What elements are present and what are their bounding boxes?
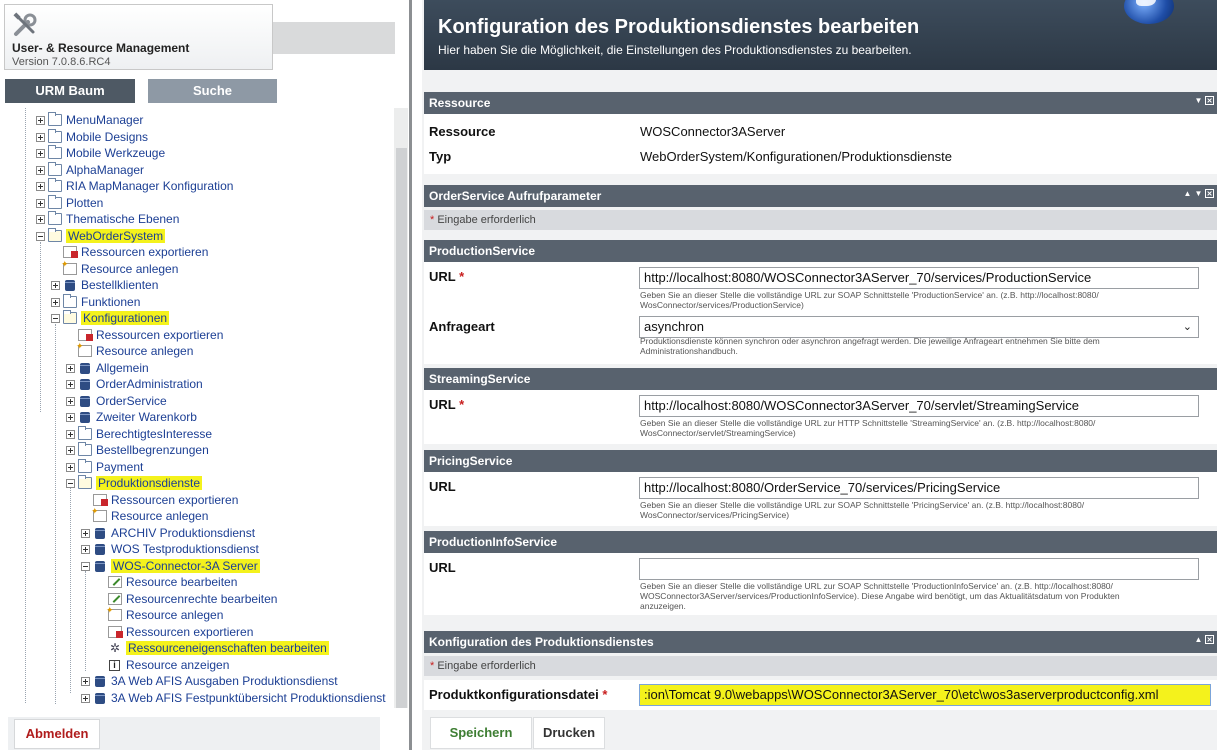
section-controls xyxy=(1194,96,1214,105)
section-title: StreamingService xyxy=(429,372,531,386)
triangle-down-icon[interactable]: ▼ xyxy=(1194,96,1203,105)
streaming-url-label: URL * xyxy=(429,397,465,412)
expand-icon[interactable] xyxy=(81,694,90,703)
new-resource-icon xyxy=(108,609,122,621)
tree-node[interactable]: Ressourcen exportieren xyxy=(96,624,253,640)
triangle-up-icon[interactable]: ▲ xyxy=(1183,189,1192,198)
expand-icon[interactable] xyxy=(66,463,75,472)
folder-icon xyxy=(48,213,62,225)
left-panel xyxy=(0,0,397,750)
app-logo-box xyxy=(4,4,273,70)
ressource-label: Ressource xyxy=(429,124,496,139)
folder-icon xyxy=(48,147,62,159)
tree-node[interactable]: i Resource anzeigen xyxy=(96,657,229,673)
tree-node[interactable]: Plotten xyxy=(36,195,103,211)
edit-icon xyxy=(108,576,122,588)
tree-node[interactable]: ✦ Resource anlegen xyxy=(96,607,223,623)
folder-open-icon xyxy=(63,312,77,324)
section-productionservice-header[interactable] xyxy=(424,240,1217,262)
tree-node-wos-connector[interactable]: WOS-Connector-3A Server xyxy=(81,558,260,574)
expand-icon[interactable] xyxy=(36,149,45,158)
app-version: Version 7.0.8.6.RC4 xyxy=(12,56,111,68)
section-orderservice-header[interactable] xyxy=(424,185,1217,207)
close-box-icon[interactable]: ✕ xyxy=(1206,98,1213,105)
new-resource-icon xyxy=(78,345,92,357)
section-title: Ressource xyxy=(429,96,491,110)
folder-icon xyxy=(48,164,62,176)
tree-node[interactable]: Mobile Designs xyxy=(36,129,148,145)
tree-node-produktionsdienste[interactable]: Produktionsdienste xyxy=(66,475,202,491)
folder-icon xyxy=(48,197,62,209)
productioninfo-url-input[interactable] xyxy=(639,558,1199,580)
info-icon: i xyxy=(109,660,120,671)
tree-line xyxy=(55,324,56,704)
section-title: PricingService xyxy=(429,454,513,468)
expand-icon[interactable] xyxy=(66,380,75,389)
production-url-label: URL * xyxy=(429,269,465,284)
tools-icon xyxy=(11,11,39,39)
tree-node[interactable]: BerechtigtesInteresse xyxy=(66,426,212,442)
type-value: WebOrderSystem/Konfigurationen/Produktionsdienste xyxy=(640,149,952,164)
tree-node[interactable]: Ressourcen exportieren xyxy=(51,244,208,260)
expand-icon[interactable] xyxy=(66,446,75,455)
collapse-icon[interactable] xyxy=(81,562,90,571)
tree-node[interactable]: Resourcenrechte bearbeiten xyxy=(96,591,277,607)
request-type-select[interactable]: asynchron ⌄ xyxy=(639,316,1199,338)
tree-node[interactable]: WOS Testproduktionsdienst xyxy=(81,541,259,557)
new-resource-icon xyxy=(63,263,77,275)
expand-icon[interactable] xyxy=(66,430,75,439)
section-ressource-header[interactable] xyxy=(424,92,1217,114)
close-box-icon[interactable]: ✕ xyxy=(1206,191,1213,198)
database-icon xyxy=(95,528,105,539)
section-title: ProductionInfoService xyxy=(429,535,558,549)
folder-icon xyxy=(78,444,92,456)
section-title: OrderService Aufrufparameter xyxy=(429,189,602,203)
expand-icon[interactable] xyxy=(66,397,75,406)
tree-node[interactable]: Resource bearbeiten xyxy=(96,574,237,590)
tree-node[interactable]: RIA MapManager Konfiguration xyxy=(36,178,233,194)
tree-node[interactable]: Thematische Ebenen xyxy=(36,211,179,227)
tree-node[interactable]: ARCHIV Produktionsdienst xyxy=(81,525,255,541)
tree-line xyxy=(40,242,41,412)
print-button[interactable]: Drucken xyxy=(533,717,605,749)
section-title: Konfiguration des Produktionsdienstes xyxy=(429,635,654,649)
streaming-url-input[interactable]: http://localhost:8080/WOSConnector3AServer_70/servlet/StreamingService xyxy=(639,395,1199,417)
tree-node-weborder[interactable]: WebOrderSystem xyxy=(36,228,165,244)
folder-icon xyxy=(48,114,62,126)
logout-button[interactable]: Abmelden xyxy=(14,719,100,749)
section-pricingservice-body xyxy=(424,472,1217,526)
productioninfo-url-hint: Geben Sie an dieser Stelle die vollständige URL zur SOAP Schnittstelle 'ProductionInfoService' an. (z.B. http://localhost:8080/ WOSConnector3AServer/services/ProductionInfoService). Diese Angabe wird benötigt, um das Aktualitätsdatum von Produkten anzuzeigen. xyxy=(640,581,1120,611)
tree-line xyxy=(70,488,71,693)
globe-icon xyxy=(1124,0,1174,24)
database-icon xyxy=(95,676,105,687)
expand-icon[interactable] xyxy=(36,133,45,142)
tree-node[interactable]: OrderAdministration xyxy=(66,376,203,392)
collapse-icon[interactable] xyxy=(36,232,45,241)
tab-suche[interactable]: Suche xyxy=(148,79,277,103)
section-ressource-body xyxy=(424,114,1217,174)
chevron-down-icon: ⌄ xyxy=(1182,321,1192,333)
pricing-url-input[interactable]: http://localhost:8080/OrderService_70/services/PricingService xyxy=(639,477,1199,499)
export-icon xyxy=(93,494,107,506)
section-streamingservice-body xyxy=(424,390,1217,444)
expand-icon[interactable] xyxy=(36,182,45,191)
close-box-icon[interactable]: ✕ xyxy=(1206,637,1213,644)
type-label: Typ xyxy=(429,149,452,164)
tree-line xyxy=(25,108,26,703)
request-type-label: Anfrageart xyxy=(429,319,495,334)
database-icon xyxy=(95,544,105,555)
header-band xyxy=(273,22,395,54)
export-icon xyxy=(78,329,92,341)
page-title: Konfiguration des Produktionsdienstes bearbeiten xyxy=(438,16,920,38)
page-subtitle: Hier haben Sie die Möglichkeit, die Einstellungen des Produktionsdienstes zu bearbeiten. xyxy=(438,43,912,57)
triangle-down-icon[interactable]: ▼ xyxy=(1194,189,1203,198)
section-pricingservice-header[interactable] xyxy=(424,450,1217,472)
expand-icon[interactable] xyxy=(66,413,75,422)
expand-icon[interactable] xyxy=(81,545,90,554)
section-productionconfig-header[interactable] xyxy=(424,631,1217,653)
section-productioninfoservice-body xyxy=(424,553,1217,615)
request-type-hint: Produktionsdienste können synchron oder asynchron angefragt werden. Die jeweilige Anfrageart entnehmen Sie bitte dem Administrationshandbuch. xyxy=(640,336,1100,356)
expand-icon[interactable] xyxy=(36,199,45,208)
tab-urm-baum[interactable]: URM Baum xyxy=(5,79,135,103)
folder-open-icon xyxy=(48,230,62,242)
streaming-url-hint: Geben Sie an dieser Stelle die vollständige URL zur HTTP Schnittstelle 'StreamingService' an. (z.B. http://localhost:8080/ WosConnector/servlet/StreamingService) xyxy=(640,418,1096,438)
config-file-label: Produktkonfigurationsdatei * xyxy=(429,687,608,702)
section-productionservice-body xyxy=(424,262,1217,364)
productioninfo-url-label: URL xyxy=(429,560,456,575)
database-icon xyxy=(95,693,105,704)
tree-node[interactable]: 3A Web AFIS Ausgaben Produktionsdienst xyxy=(81,673,338,689)
page-header xyxy=(424,0,1217,70)
database-icon xyxy=(80,412,90,423)
collapse-icon[interactable] xyxy=(66,479,75,488)
tree-node[interactable]: Payment xyxy=(66,459,143,475)
export-icon xyxy=(108,626,122,638)
section-productionconfig-body xyxy=(424,680,1217,710)
tree-node[interactable]: 3A Web AFIS Festpunktübersicht Produktionsdienst xyxy=(81,690,386,706)
tree-node[interactable]: Mobile Werkzeuge xyxy=(36,145,165,161)
gear-icon: ✲ xyxy=(109,641,121,655)
new-resource-icon xyxy=(93,510,107,522)
section-controls xyxy=(1194,635,1214,644)
tree-node[interactable]: AlphaManager xyxy=(36,162,144,178)
folder-icon xyxy=(63,296,77,308)
app-title: User- & Resource Management xyxy=(12,41,190,55)
tree-node[interactable]: Bestellklienten xyxy=(51,277,158,293)
required-note: * Eingabe erforderlich xyxy=(424,210,1217,230)
pricing-url-label: URL xyxy=(429,479,456,494)
expand-icon[interactable] xyxy=(36,116,45,125)
database-icon xyxy=(80,396,90,407)
section-title: ProductionService xyxy=(429,244,536,258)
expand-icon[interactable] xyxy=(51,281,60,290)
expand-icon[interactable] xyxy=(81,677,90,686)
tree-node[interactable]: ✦ Resource anlegen xyxy=(51,261,178,277)
folder-open-icon xyxy=(78,477,92,489)
export-icon xyxy=(63,246,77,258)
tree-scrollbar-thumb[interactable] xyxy=(396,148,407,708)
section-productioninfoservice-header[interactable] xyxy=(424,531,1217,553)
tree-node[interactable]: MenuManager xyxy=(36,112,143,128)
tree-node-konfigurationen[interactable]: Konfigurationen xyxy=(51,310,169,326)
tree-node[interactable]: ✦ Resource anlegen xyxy=(81,508,208,524)
pricing-url-hint: Geben Sie an dieser Stelle die vollständige URL zur SOAP Schnittstelle 'PricingService' an. (z.B. http://localhost:8080/ WosConnector/services/PricingService) xyxy=(640,500,1085,520)
tree-node[interactable]: Ressourcen exportieren xyxy=(66,327,223,343)
tree-node[interactable]: Ressourcen exportieren xyxy=(81,492,238,508)
resource-tree xyxy=(4,108,392,708)
triangle-up-icon[interactable]: ▲ xyxy=(1194,635,1203,644)
expand-icon[interactable] xyxy=(36,215,45,224)
main-content xyxy=(412,0,1217,750)
expand-icon[interactable] xyxy=(36,166,45,175)
folder-icon xyxy=(48,131,62,143)
expand-icon[interactable] xyxy=(51,298,60,307)
tree-node[interactable]: OrderService xyxy=(66,393,167,409)
tree-node[interactable]: Funktionen xyxy=(51,294,140,310)
section-controls xyxy=(1183,189,1214,198)
section-streamingservice-header[interactable] xyxy=(424,368,1217,390)
tree-node[interactable]: Allgemein xyxy=(66,360,149,376)
expand-icon[interactable] xyxy=(81,529,90,538)
tree-node[interactable]: Bestellbegrenzungen xyxy=(66,442,209,458)
required-note: * Eingabe erforderlich xyxy=(424,656,1217,676)
save-button[interactable]: Speichern xyxy=(430,717,532,749)
tree-node[interactable]: Zweiter Warenkorb xyxy=(66,409,197,425)
edit-icon xyxy=(108,593,122,605)
folder-icon xyxy=(78,428,92,440)
tree-node-ressourceneigenschaften[interactable]: ✲ Ressourceneigenschaften bearbeiten xyxy=(109,641,327,655)
tree-node[interactable]: ✦ Resource anlegen xyxy=(66,343,193,359)
collapse-icon[interactable] xyxy=(51,314,60,323)
production-url-input[interactable]: http://localhost:8080/WOSConnector3AServer_70/services/ProductionService xyxy=(639,267,1199,289)
database-icon xyxy=(80,363,90,374)
expand-icon[interactable] xyxy=(66,364,75,373)
tree-line xyxy=(85,571,86,671)
database-icon xyxy=(65,280,75,291)
config-file-input[interactable]: :ion\Tomcat 9.0\webapps\WOSConnector3AServer_70\etc\wos3aserverproductconfig.xml xyxy=(639,684,1211,706)
database-icon xyxy=(80,379,90,390)
database-icon xyxy=(95,561,105,572)
folder-icon xyxy=(48,180,62,192)
folder-icon xyxy=(78,461,92,473)
production-url-hint: Geben Sie an dieser Stelle die vollständige URL zur SOAP Schnittstelle 'ProductionService' an. (z.B. http://localhost:8080/ WosConnector/services/ProductionService) xyxy=(640,290,1099,310)
ressource-value: WOSConnector3AServer xyxy=(640,124,786,139)
